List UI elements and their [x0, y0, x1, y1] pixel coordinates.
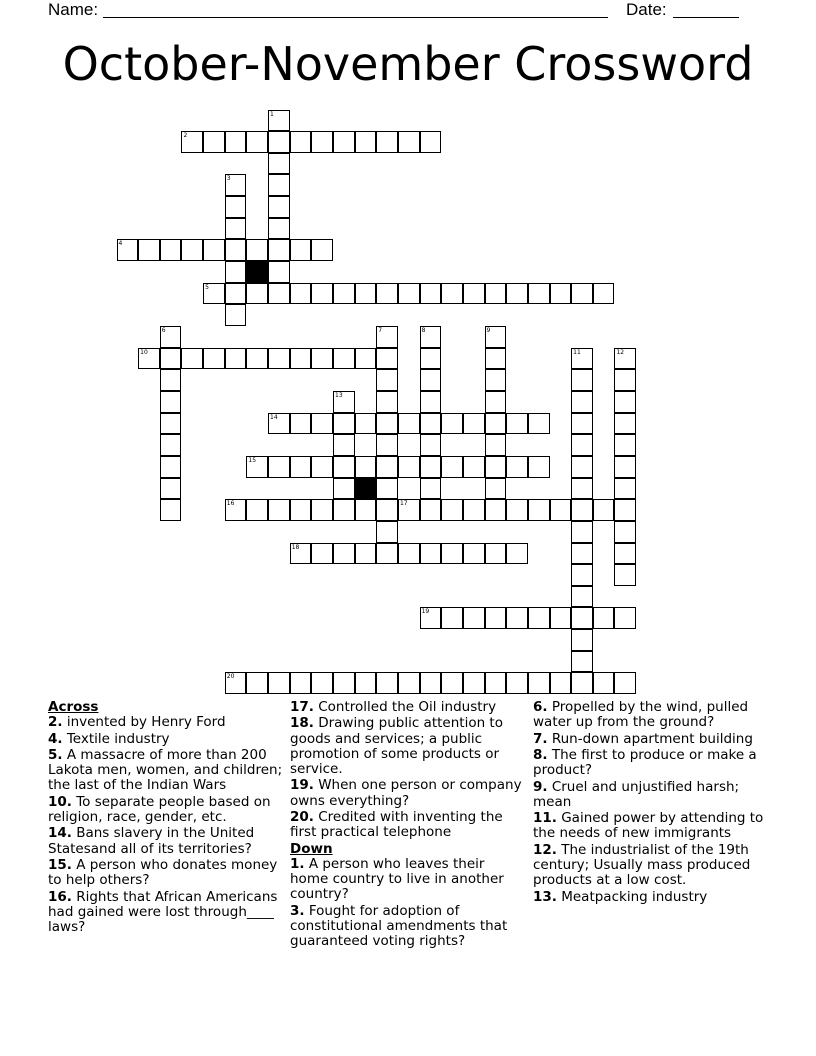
- grid-cell[interactable]: [528, 499, 550, 521]
- name-label: Name:: [48, 0, 99, 19]
- grid-cell[interactable]: [506, 413, 528, 435]
- clue-column-right: [533, 700, 768, 906]
- grid-cell[interactable]: [225, 131, 247, 153]
- grid-cell[interactable]: [376, 391, 398, 413]
- grid-cell[interactable]: [528, 456, 550, 478]
- clue-number: 2.: [48, 714, 63, 731]
- clue-text: Meatpacking industry: [556, 888, 708, 905]
- grid-cell[interactable]: [355, 413, 377, 435]
- grid-cell[interactable]: [463, 499, 485, 521]
- grid-cell[interactable]: [290, 131, 312, 153]
- grid-cell[interactable]: [441, 456, 463, 478]
- grid-cell[interactable]: [376, 326, 398, 348]
- cell-number: 11: [573, 348, 581, 356]
- grid-cell[interactable]: [268, 174, 290, 196]
- cell-number: 16: [226, 500, 235, 508]
- grid-cell[interactable]: [311, 672, 333, 694]
- grid-cell[interactable]: [571, 564, 593, 586]
- grid-cell[interactable]: [355, 131, 377, 153]
- grid-cell[interactable]: [506, 672, 528, 694]
- grid-cell[interactable]: [485, 607, 507, 629]
- grid-cell[interactable]: [160, 239, 182, 261]
- clue-text: Run-down apartment building: [547, 730, 753, 747]
- grid-cell[interactable]: [571, 283, 593, 305]
- clue-number: 20.: [290, 808, 314, 825]
- grid-cell[interactable]: [420, 131, 442, 153]
- clue-text: A person who donates money to help others?: [48, 856, 278, 889]
- clue-number: 8.: [533, 746, 548, 763]
- clue-item: [48, 890, 283, 936]
- grid-cell[interactable]: [463, 543, 485, 565]
- cell-number: 13: [335, 391, 343, 399]
- cell-number: 6: [161, 327, 166, 334]
- clue-number: 17.: [290, 699, 314, 715]
- grid-cell[interactable]: [225, 283, 247, 305]
- grid-cell[interactable]: [398, 456, 420, 478]
- grid-cell[interactable]: [290, 413, 312, 435]
- grid-cell[interactable]: [506, 499, 528, 521]
- grid-cell[interactable]: [160, 478, 182, 500]
- grid-cell[interactable]: [333, 478, 355, 500]
- grid-cell[interactable]: [268, 283, 290, 305]
- clue-item: [533, 732, 768, 747]
- grid-cell[interactable]: [376, 478, 398, 500]
- grid-cell[interactable]: [441, 543, 463, 565]
- grid-cell[interactable]: [420, 283, 442, 305]
- grid-cell[interactable]: [160, 369, 182, 391]
- grid-cell[interactable]: [376, 413, 398, 435]
- grid-cell[interactable]: [246, 239, 268, 261]
- cell-number: 12: [616, 348, 625, 356]
- grid-cell[interactable]: [376, 672, 398, 694]
- grid-cell[interactable]: [246, 672, 268, 694]
- grid-cell[interactable]: [160, 499, 182, 521]
- cell-number: 17: [399, 500, 408, 508]
- grid-cell[interactable]: [485, 543, 507, 565]
- grid-cell[interactable]: [376, 283, 398, 305]
- grid-cell[interactable]: [571, 521, 593, 543]
- grid-cell[interactable]: [420, 543, 442, 565]
- grid-cell[interactable]: [376, 369, 398, 391]
- grid-cell[interactable]: [550, 607, 572, 629]
- grid-cell[interactable]: [203, 131, 225, 153]
- date-label: Date:: [626, 0, 667, 19]
- grid-cell[interactable]: [181, 239, 203, 261]
- grid-cell[interactable]: [571, 499, 593, 521]
- clue-item: [48, 858, 283, 888]
- grid-cell[interactable]: [246, 348, 268, 370]
- clue-column-middle: [290, 700, 525, 950]
- grid-cell[interactable]: [441, 413, 463, 435]
- grid-cell[interactable]: [398, 413, 420, 435]
- grid-cell[interactable]: [614, 478, 636, 500]
- grid-cell[interactable]: [614, 413, 636, 435]
- grid-cell[interactable]: [571, 413, 593, 435]
- clue-number: 14.: [48, 825, 72, 842]
- grid-cell[interactable]: [268, 456, 290, 478]
- cell-number: 15: [248, 456, 257, 464]
- clue-text: A massacre of more than 200 Lakota men, women, and children; the last of the Indian Wars: [48, 746, 283, 794]
- grid-cell[interactable]: [225, 239, 247, 261]
- grid-cell[interactable]: [593, 672, 615, 694]
- grid-cell[interactable]: [376, 499, 398, 521]
- grid-cell[interactable]: [571, 478, 593, 500]
- grid-cell[interactable]: [376, 543, 398, 565]
- grid-cell[interactable]: [268, 672, 290, 694]
- grid-cell[interactable]: [398, 131, 420, 153]
- grid-cell[interactable]: [614, 369, 636, 391]
- grid-cell[interactable]: [506, 607, 528, 629]
- grid-cell[interactable]: [420, 434, 442, 456]
- grid-cell[interactable]: [355, 672, 377, 694]
- grid-cell[interactable]: [614, 564, 636, 586]
- grid-cell[interactable]: [614, 543, 636, 565]
- cell-number: 8: [421, 327, 426, 334]
- grid-cell[interactable]: [290, 672, 312, 694]
- cell-number: 1: [270, 110, 274, 118]
- grid-cell[interactable]: [614, 348, 636, 370]
- grid-cell[interactable]: [614, 499, 636, 521]
- clue-text: Propelled by the wind, pulled water up from the ground?: [533, 699, 749, 731]
- grid-cell[interactable]: [333, 499, 355, 521]
- clue-text: A person who leaves their home country to live in another country?: [290, 855, 504, 903]
- grid-cell[interactable]: [246, 456, 268, 478]
- clue-text: To separate people based on religion, race, gender, etc.: [48, 793, 271, 825]
- clue-text: The first to produce or make a product?: [533, 746, 757, 779]
- clue-text: Fought for adoption of constitutional amendments that guaranteed voting rights?: [290, 902, 508, 949]
- grid-cell[interactable]: [485, 499, 507, 521]
- grid-cell[interactable]: [420, 478, 442, 500]
- clue-number: 5.: [48, 746, 63, 763]
- black-square: [246, 261, 268, 283]
- grid-cell[interactable]: [268, 348, 290, 370]
- clue-item: [533, 843, 768, 889]
- clue-text: Gained power by attending to the needs of new immigrants: [533, 810, 764, 842]
- grid-cell[interactable]: [485, 434, 507, 456]
- grid-cell[interactable]: [268, 239, 290, 261]
- grid-cell[interactable]: [485, 672, 507, 694]
- grid-cell[interactable]: [333, 391, 355, 413]
- clue-number: 11.: [533, 810, 557, 827]
- grid-cell[interactable]: [420, 456, 442, 478]
- grid-cell[interactable]: [160, 413, 182, 435]
- grid-cell[interactable]: [614, 456, 636, 478]
- grid-cell[interactable]: [290, 543, 312, 565]
- grid-cell[interactable]: [441, 607, 463, 629]
- grid-cell[interactable]: [571, 629, 593, 651]
- grid-cell[interactable]: [485, 478, 507, 500]
- grid-cell[interactable]: [463, 413, 485, 435]
- grid-cell[interactable]: [571, 456, 593, 478]
- grid-cell[interactable]: [160, 434, 182, 456]
- grid-cell[interactable]: [333, 413, 355, 435]
- grid-cell[interactable]: [311, 348, 333, 370]
- grid-cell[interactable]: [485, 326, 507, 348]
- clue-text: Bans slavery in the United Statesand all of its territories?: [48, 825, 255, 857]
- grid-cell[interactable]: [225, 304, 247, 326]
- clue-number: 9.: [533, 778, 548, 795]
- grid-cell[interactable]: [290, 283, 312, 305]
- grid-cell[interactable]: [571, 672, 593, 694]
- grid-cell[interactable]: [160, 348, 182, 370]
- grid-cell[interactable]: [614, 391, 636, 413]
- grid-cell[interactable]: [506, 283, 528, 305]
- grid-cell[interactable]: [614, 607, 636, 629]
- grid-cell[interactable]: [246, 283, 268, 305]
- clue-item: [48, 748, 283, 794]
- cell-number: 5: [205, 283, 209, 291]
- grid-cell[interactable]: [376, 521, 398, 543]
- grid-cell[interactable]: [355, 543, 377, 565]
- grid-cell[interactable]: [376, 434, 398, 456]
- grid-cell[interactable]: [398, 283, 420, 305]
- clue-text: The industrialist of the 19th century; Usually mass produced products at a low cost.: [533, 841, 751, 889]
- grid-cell[interactable]: [355, 348, 377, 370]
- cell-number: 2: [183, 132, 188, 140]
- grid-cell[interactable]: [420, 369, 442, 391]
- grid-cell[interactable]: [138, 348, 160, 370]
- grid-cell[interactable]: [333, 543, 355, 565]
- grid-cell[interactable]: [376, 456, 398, 478]
- clue-column-left: [48, 700, 283, 936]
- grid-cell[interactable]: [225, 348, 247, 370]
- clue-item: [533, 811, 768, 841]
- section-heading: Down: [290, 840, 333, 857]
- page-title: October-November Crossword: [62, 37, 754, 91]
- grid-cell[interactable]: [268, 218, 290, 240]
- grid-cell[interactable]: [160, 326, 182, 348]
- cell-number: 14: [270, 413, 278, 421]
- grid-cell[interactable]: [463, 456, 485, 478]
- cell-number: 10: [140, 348, 148, 356]
- grid-cell[interactable]: [485, 348, 507, 370]
- grid-cell[interactable]: [528, 672, 550, 694]
- grid-cell[interactable]: [355, 456, 377, 478]
- grid-cell[interactable]: [614, 672, 636, 694]
- grid-cell[interactable]: [268, 261, 290, 283]
- grid-cell[interactable]: [203, 348, 225, 370]
- clue-item: [48, 715, 283, 730]
- grid-cell[interactable]: [485, 391, 507, 413]
- grid-cell[interactable]: [550, 499, 572, 521]
- clue-number: 4.: [48, 730, 63, 747]
- grid-cell[interactable]: [376, 131, 398, 153]
- grid-cell[interactable]: [420, 672, 442, 694]
- grid-cell[interactable]: [225, 196, 247, 218]
- clue-text: Controlled the Oil industry: [313, 699, 497, 715]
- grid-cell[interactable]: [311, 283, 333, 305]
- grid-cell[interactable]: [268, 110, 290, 132]
- grid-cell[interactable]: [203, 283, 225, 305]
- grid-cell[interactable]: [550, 672, 572, 694]
- grid-cell[interactable]: [160, 391, 182, 413]
- clue-item: [48, 732, 283, 747]
- grid-cell[interactable]: [333, 131, 355, 153]
- clue-text: Textile industry: [62, 730, 170, 747]
- clue-number: 10.: [48, 793, 72, 810]
- grid-cell[interactable]: [268, 413, 290, 435]
- grid-cell[interactable]: [290, 348, 312, 370]
- grid-cell[interactable]: [225, 261, 247, 283]
- grid-cell[interactable]: [463, 283, 485, 305]
- grid-cell[interactable]: [528, 413, 550, 435]
- grid-cell[interactable]: [225, 672, 247, 694]
- clue-text: invented by Henry Ford: [62, 714, 226, 731]
- grid-cell[interactable]: [485, 369, 507, 391]
- grid-cell[interactable]: [268, 196, 290, 218]
- clue-text: Drawing public attention to goods and services; a public promotion of some products or service.: [290, 715, 503, 777]
- clue-item: [533, 890, 768, 905]
- grid-cell[interactable]: [203, 239, 225, 261]
- grid-cell[interactable]: [376, 348, 398, 370]
- grid-cell[interactable]: [485, 456, 507, 478]
- clue-number: 12.: [533, 841, 557, 858]
- clue-item: [533, 780, 768, 810]
- grid-cell[interactable]: [398, 543, 420, 565]
- grid-cell[interactable]: [138, 239, 160, 261]
- grid-cell[interactable]: [311, 543, 333, 565]
- grid-cell[interactable]: [614, 434, 636, 456]
- grid-cell[interactable]: [528, 607, 550, 629]
- grid-cell[interactable]: [333, 434, 355, 456]
- cell-number: 18: [291, 543, 300, 551]
- grid-cell[interactable]: [268, 499, 290, 521]
- clue-item: [290, 857, 525, 903]
- cell-number: 19: [421, 608, 430, 616]
- grid-cell[interactable]: [506, 543, 528, 565]
- grid-cell[interactable]: [398, 499, 420, 521]
- clue-item: [290, 904, 525, 950]
- clue-number: 19.: [290, 777, 314, 794]
- grid-cell[interactable]: [333, 456, 355, 478]
- grid-cell[interactable]: [571, 543, 593, 565]
- grid-cell[interactable]: [614, 521, 636, 543]
- section-heading: Across: [48, 699, 99, 715]
- clue-text: Rights that African Americans had gained were lost through____ laws?: [48, 888, 278, 935]
- grid-cell[interactable]: [117, 239, 139, 261]
- clue-item: [533, 700, 768, 730]
- grid-cell[interactable]: [225, 499, 247, 521]
- cell-number: 9: [486, 327, 491, 334]
- grid-cell[interactable]: [571, 651, 593, 673]
- clue-item: [290, 810, 525, 840]
- clue-item: [290, 778, 525, 808]
- clue-item: [290, 716, 525, 777]
- grid-cell[interactable]: [571, 369, 593, 391]
- clue-item: [48, 826, 283, 856]
- grid-cell[interactable]: [160, 456, 182, 478]
- clue-number: 6.: [533, 699, 548, 715]
- grid-cell[interactable]: [333, 283, 355, 305]
- grid-cell[interactable]: [485, 413, 507, 435]
- clue-number: 1.: [290, 855, 305, 872]
- grid-cell[interactable]: [246, 499, 268, 521]
- grid-cell[interactable]: [463, 607, 485, 629]
- clue-text: Credited with inventing the first practical telephone: [290, 808, 503, 841]
- grid-cell[interactable]: [311, 456, 333, 478]
- clue-number: 15.: [48, 856, 72, 873]
- clue-text: Cruel and unjustified harsh; mean: [533, 778, 740, 810]
- black-square: [355, 478, 377, 500]
- clue-text: When one person or company owns everything?: [290, 777, 522, 809]
- grid-cell[interactable]: [290, 456, 312, 478]
- grid-cell[interactable]: [571, 348, 593, 370]
- grid-cell[interactable]: [268, 131, 290, 153]
- grid-cell[interactable]: [593, 499, 615, 521]
- grid-cell[interactable]: [398, 672, 420, 694]
- grid-cell[interactable]: [225, 218, 247, 240]
- grid-cell[interactable]: [420, 413, 442, 435]
- grid-cell[interactable]: [571, 434, 593, 456]
- grid-cell[interactable]: [268, 153, 290, 175]
- grid-cell[interactable]: [420, 391, 442, 413]
- grid-cell[interactable]: [311, 239, 333, 261]
- grid-cell[interactable]: [528, 283, 550, 305]
- grid-cell[interactable]: [311, 131, 333, 153]
- grid-cell[interactable]: [593, 283, 615, 305]
- clue-item: [533, 748, 768, 778]
- grid-cell[interactable]: [290, 239, 312, 261]
- grid-cell[interactable]: [485, 283, 507, 305]
- grid-cell[interactable]: [420, 499, 442, 521]
- grid-cell[interactable]: [463, 672, 485, 694]
- grid-cell[interactable]: [420, 348, 442, 370]
- grid-cell[interactable]: [441, 499, 463, 521]
- grid-cell[interactable]: [311, 499, 333, 521]
- clue-number: 13.: [533, 888, 557, 905]
- clue-number: 7.: [533, 730, 548, 747]
- grid-cell[interactable]: [246, 131, 268, 153]
- grid-cell[interactable]: [571, 391, 593, 413]
- cell-number: 7: [378, 327, 383, 334]
- grid-cell[interactable]: [420, 326, 442, 348]
- clue-item: [290, 700, 525, 715]
- grid-cell[interactable]: [311, 413, 333, 435]
- cell-number: 20: [226, 673, 235, 681]
- grid-cell[interactable]: [571, 586, 593, 608]
- grid-cell[interactable]: [181, 131, 203, 153]
- grid-cell[interactable]: [420, 607, 442, 629]
- grid-cell[interactable]: [290, 499, 312, 521]
- clue-number: 18.: [290, 715, 314, 732]
- grid-cell[interactable]: [593, 607, 615, 629]
- clue-number: 3.: [290, 902, 305, 919]
- grid-cell[interactable]: [441, 283, 463, 305]
- grid-cell[interactable]: [571, 607, 593, 629]
- clue-number: 16.: [48, 888, 72, 905]
- clue-item: [48, 795, 283, 825]
- grid-cell[interactable]: [506, 456, 528, 478]
- grid-cell[interactable]: [355, 499, 377, 521]
- grid-cell[interactable]: [181, 348, 203, 370]
- grid-cell[interactable]: [550, 283, 572, 305]
- cell-number: 4: [118, 240, 123, 248]
- grid-cell[interactable]: [333, 348, 355, 370]
- cell-number: 3: [226, 175, 231, 183]
- grid-cell[interactable]: [333, 672, 355, 694]
- grid-cell[interactable]: [355, 283, 377, 305]
- grid-cell[interactable]: [225, 174, 247, 196]
- grid-cell[interactable]: [441, 672, 463, 694]
